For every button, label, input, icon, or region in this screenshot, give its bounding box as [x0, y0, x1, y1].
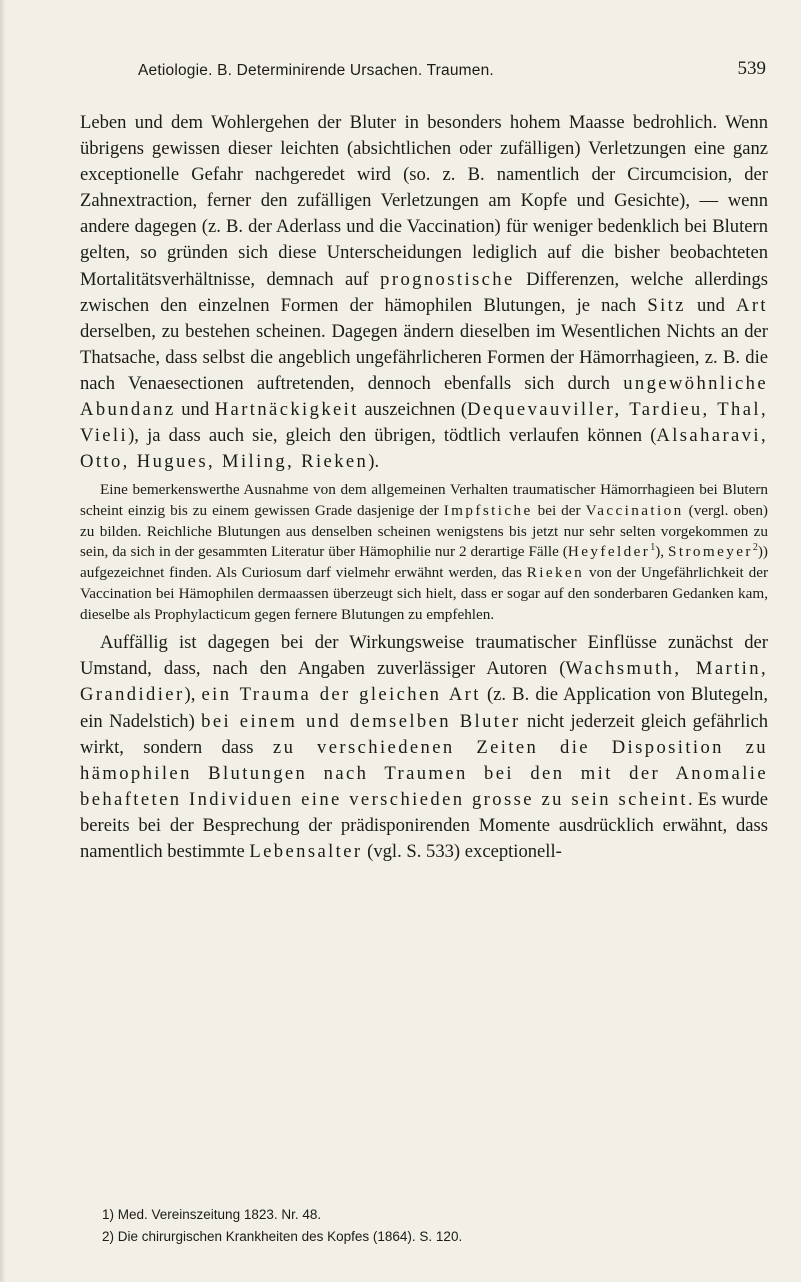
- emphasis: prognostische: [380, 268, 515, 290]
- emphasis: zu verschiedenen Zeiten die Disposition zu hämophilen Blutungen nach Traumen bei den mit der Anomalie behafteten Individuen eine verschieden grosse zu sein scheint: [80, 736, 768, 810]
- emphasis: bei einem und demselben Bluter: [201, 710, 521, 732]
- text-run: Differenzen, welche allerdings zwischen den einzelnen Formen der hämophilen Blutungen, je nach: [80, 268, 768, 316]
- text-run: bei der: [532, 502, 586, 520]
- text-run: und: [175, 399, 215, 421]
- emphasis: ungewöhnliche Abundanz: [80, 372, 768, 421]
- author-name: Stromeyer: [668, 543, 753, 561]
- page-edge: [0, 0, 6, 1282]
- emphasis: ein Trauma der gleichen Art: [201, 684, 481, 706]
- text-run: (vgl. S. 533) exceptionell-: [362, 840, 562, 862]
- text-run: )) aufgezeichnet finden. Als Curiosum darf vielmehr erwähnt werden, das: [80, 543, 768, 582]
- text-run: (z. B. die Application von Blutegeln, ein Nadelstich): [80, 684, 769, 732]
- emphasis: Impfstiche: [443, 502, 533, 520]
- paragraph-1: [80, 110, 768, 475]
- footnote-2: 2) Die chirurgischen Krankheiten des Kopfes (1864). S. 120.: [102, 1229, 463, 1244]
- paragraph-2-small-print: [80, 480, 768, 625]
- emphasis: Sitz: [647, 294, 686, 316]
- text-run: ), ja dass auch sie, gleich den übrigen, tödtlich verlaufen können (: [128, 425, 657, 447]
- emphasis: Art: [736, 294, 769, 316]
- text-run: derselben, zu bestehen scheinen. Dagegen ändern dieselben im Wesentlichen Nichts an der Thatsache, dass selbst die angeblich ungefährlicheren Formen der Hämorrhagieen, z. B. die nach Venaesectionen auftretenden, dennoch ebenfalls sich durch: [80, 320, 768, 394]
- emphasis: Vaccination: [585, 502, 684, 520]
- text-run: Leben und dem Wohlergehen der Bluter in besonders hohem Maasse bedrohlich. Wenn übrigens gewissen dieser leichten (absichtlichen oder zufälligen) Verletzungen eine ganz exceptionelle Gefahr nachgeredet wird (so. z. B. namentlich der Circumcision, der Zahnextraction, ferner den zufälligen Verletzungen am Kopfe und Gesichte), — wenn andere dagegen (z. B. der Aderlass und die Vaccination) für weniger bedenklich bei Blutern gelten, so gründen sich diese Unterscheidungen lediglich auf die bisher beobachteten Mortalitätsverhältnisse, demnach auf: [80, 112, 768, 290]
- author-name: Rieken: [526, 564, 585, 582]
- text-run: ),: [184, 684, 202, 706]
- footnotes: [102, 1204, 762, 1248]
- text-run: ).: [368, 451, 380, 473]
- running-title: Aetiologie. B. Determinirende Ursachen. Traumen.: [138, 62, 494, 79]
- author-names: Dequevauviller, Tardieu, Thal, Vieli: [80, 399, 768, 447]
- text-run: (vergl. oben) zu bilden. Reichliche Blutungen aus denselben scheinen wenigstens bis jetzt nur sehr selten vorgekommen zu sein, da sich in der gesammten Literatur über Hämophilie nur 2 derartige Fälle (: [80, 502, 768, 561]
- author-names: Wachsmuth, Martin, Grandidier: [80, 658, 768, 706]
- emphasis: Lebensalter: [249, 840, 363, 862]
- text-run: Eine bemerkenswerthe Ausnahme von dem allgemeinen Verhalten traumatischer Hämorrhagieen bei Blutern scheint einzig bis zu einem gewissen Grade dasjenige der: [80, 481, 768, 520]
- main-text: [80, 110, 768, 865]
- text-run: ),: [655, 543, 668, 561]
- text-run: von der Ungefährlichkeit der Vaccination bei Hämophilen dermaassen überzeugt sich hielt, dass er sogar auf den sonderbaren Gedanken kam, dieselbe als Prophylacticum gegen fernere Blutungen zu empfehlen.: [80, 564, 768, 623]
- running-header: [138, 58, 766, 82]
- text-run: nicht jederzeit gleich gefährlich wirkt, sondern dass: [80, 710, 768, 758]
- author-names: Alsaharavi, Otto, Hugues, Miling, Rieken: [80, 425, 768, 473]
- text-run: . Es wurde bereits bei der Besprechung der prädisponirenden Momente ausdrücklich erwähnt, dass namentlich bestimmte: [80, 788, 768, 862]
- paragraph-3: [80, 630, 768, 865]
- page-number: 539: [737, 58, 766, 79]
- footnote-1: 1) Med. Vereinszeitung 1823. Nr. 48.: [102, 1207, 322, 1222]
- footnote-ref: 2: [752, 542, 758, 554]
- text-run: Auffällig ist dagegen bei der Wirkungsweise traumatischer Einflüsse zunächst der Umstand, dass, nach den Angaben zuverlässiger Autoren (: [80, 632, 768, 680]
- text-run: auszeichnen (: [358, 399, 468, 421]
- footnote-ref: 1: [650, 542, 656, 554]
- emphasis: Hartnäckigkeit: [214, 399, 359, 421]
- text-run: und: [685, 294, 737, 316]
- author-name: Heyfelder: [567, 543, 651, 561]
